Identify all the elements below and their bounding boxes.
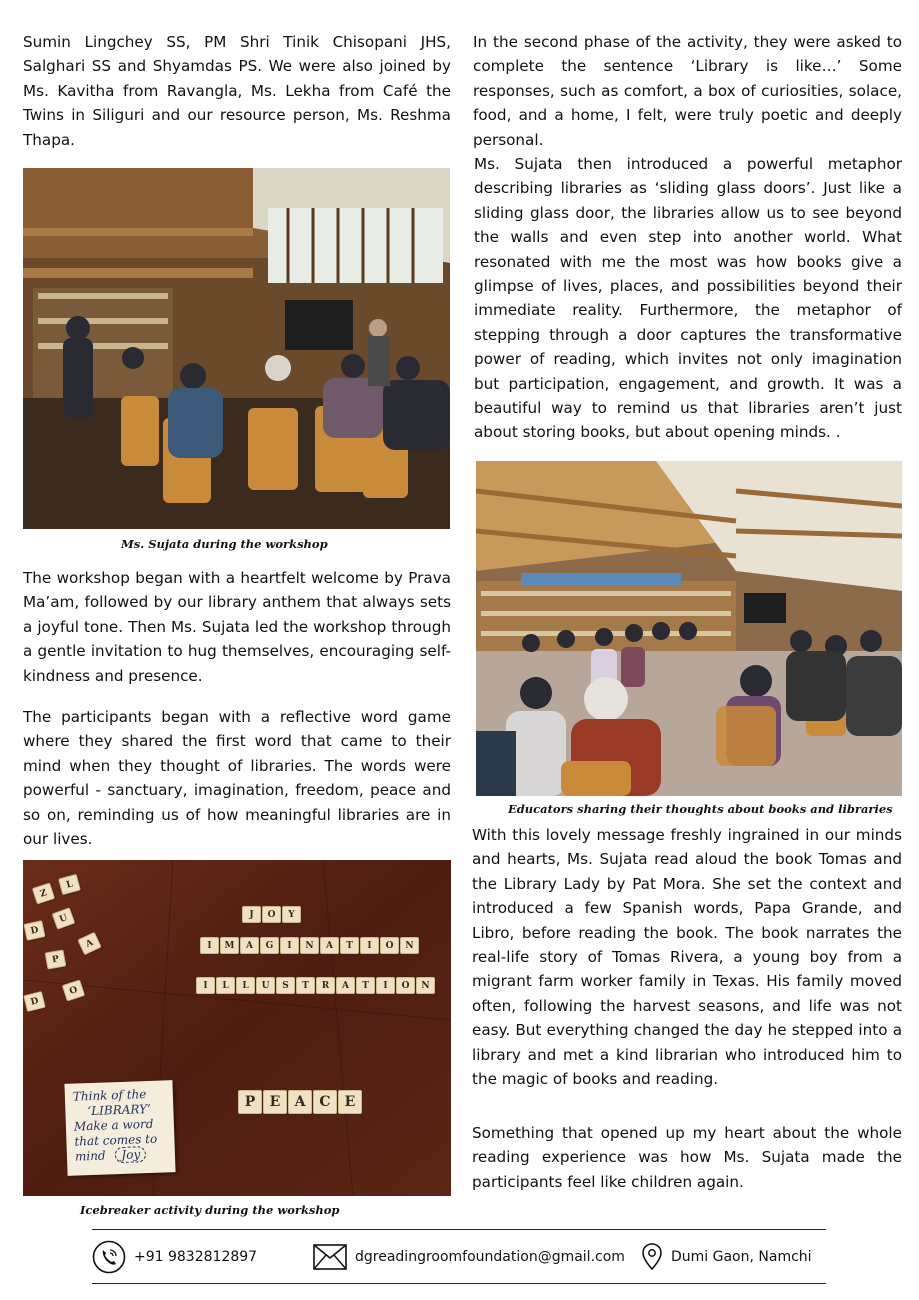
letter-tile: O (396, 977, 415, 994)
footer-location[interactable] (641, 1237, 812, 1277)
educators-photo (476, 461, 902, 796)
scattered-tile: P (45, 949, 67, 969)
letter-tile: I (280, 937, 299, 954)
letter-tile: N (300, 937, 319, 954)
educators-photo-caption: Educators sharing their thoughts about books and libraries (508, 802, 893, 816)
icebreaker-photo-caption: Icebreaker activity during the workshop (80, 1203, 340, 1217)
note-line: that comes to (74, 1131, 158, 1149)
letter-tile: I (360, 937, 379, 954)
children-again-paragraph (472, 1121, 902, 1194)
footer-phone[interactable] (92, 1237, 257, 1277)
letter-tile: A (320, 937, 339, 954)
word-game-paragraph (23, 705, 451, 851)
note-mind: mind (74, 1148, 106, 1164)
letter-tile: I (376, 977, 395, 994)
welcome-text: The workshop began with a heartfelt welcome by Prava Ma’am, followed by our library anthem that always sets a joyful tone. Then Ms. Sujata led the workshop through a gentle invitation to hug themselves, encouraging self-kindness and presence. (23, 569, 451, 685)
book-reading-paragraph (472, 823, 902, 1091)
letter-tile: S (276, 977, 295, 994)
letter-tile: N (400, 937, 419, 954)
letter-tile: E (263, 1090, 287, 1114)
workshop-photo-caption: Ms. Sujata during the workshop (121, 537, 328, 551)
note-line: Make a word (73, 1116, 154, 1134)
word-tiles-peace (238, 1090, 362, 1114)
intro-text: Sumin Lingchey SS, PM Shri Tinik Chisopani JHS, Salghari SS and Shyamdas PS. We were also joined by Ms. Kavitha from Ravangla, Ms. Lekha from Café the Twins in Siliguri and our resource person, Ms. Reshma Thapa. (23, 33, 451, 149)
letter-tile: N (416, 977, 435, 994)
workshop-photo-illustration (23, 168, 450, 529)
letter-tile: O (380, 937, 399, 954)
letter-tile: M (220, 937, 239, 954)
educators-photo-illustration (476, 461, 902, 796)
letter-tile: U (256, 977, 275, 994)
letter-tile: I (196, 977, 215, 994)
book-reading-text: With this lovely message freshly ingrained in our minds and hearts, Ms. Sujata read aloud the book Tomas and the Library Lady by Pat Mora. She set the context and introduced a few Spanish words, Papa Grande, and Libro, before reading the book. The book narrates the real-life story of Tomas Rivera, a young boy from a migrant farm worker family in Texas. His family moved often, following the harvest seasons, and life was not easy. But everything changed the day he stepped into a library and met a kind librarian who introduced him to the magic of books and reading. (472, 826, 902, 1089)
letter-tile: Y (282, 906, 301, 923)
location-text[interactable]: Dumi Gaon, Namchi (671, 1249, 812, 1265)
letter-tile: A (336, 977, 355, 994)
children-again-text: Something that opened up my heart about the whole reading experience was how Ms. Sujata made the participants feel like children again. (472, 1124, 902, 1191)
letter-tile: J (242, 906, 261, 923)
note-line: ‘LIBRARY’ (87, 1101, 152, 1119)
note-joy: Joy (115, 1146, 146, 1163)
letter-tile: O (262, 906, 281, 923)
scattered-tile: O (62, 979, 85, 1001)
letter-tile: C (313, 1090, 337, 1114)
note-line (75, 1146, 167, 1164)
location-pin-icon (641, 1243, 663, 1271)
phone-icon (92, 1240, 126, 1274)
word-tiles-joy (242, 906, 301, 923)
scattered-tile: Z (32, 882, 55, 904)
scattered-tile: D (23, 991, 46, 1012)
letter-tile: G (260, 937, 279, 954)
word-game-text: The participants began with a reflective word game where they shared the first word that came to their mind when they thought of libraries. The words were powerful - sanctuary, imagination, freedom, peace and so on, reminding us of how meaningful libraries are in our lives. (23, 708, 451, 849)
handwritten-note (64, 1080, 175, 1176)
letter-tile: A (288, 1090, 312, 1114)
letter-tile: P (238, 1090, 262, 1114)
letter-tile: E (338, 1090, 362, 1114)
scattered-tile: U (52, 907, 76, 929)
workshop-photo (23, 168, 450, 529)
mail-icon (313, 1244, 347, 1270)
metaphor-text: Ms. Sujata then introduced a powerful metaphor describing libraries as ‘sliding glass doors’. Just like a sliding glass door, the libraries allow us to see beyond the walls and even step into another world. What resonated with me the most was how books give a glimpse of lives, places, and possibilities beyond their immediate reality. Furthermore, the metaphor of stepping through a door captures the transformative power of reading, which invites not only imagination but participation, engagement, and growth. It was a beautiful way to remind us that libraries aren’t just about storing books, but about opening minds. . (474, 155, 902, 442)
word-tiles-imagination (200, 937, 419, 954)
email-address[interactable]: dgreadingroomfoundation@gmail.com (355, 1249, 625, 1265)
phase-two-text: In the second phase of the activity, they were asked to complete the sentence ‘Library is like…’ Some responses, such as comfort, a box of curiosities, solace, food, and a home, I felt, were truly poetic and deeply personal. (473, 33, 902, 149)
metaphor-paragraph (474, 152, 902, 445)
letter-tile: L (216, 977, 235, 994)
letter-tile: T (296, 977, 315, 994)
scattered-tile: A (77, 932, 101, 955)
letter-tile: L (236, 977, 255, 994)
letter-tile: T (356, 977, 375, 994)
letter-tile: T (340, 937, 359, 954)
word-tiles-illustration (196, 977, 435, 994)
scattered-tile: D (23, 920, 45, 941)
left-intro-paragraph (23, 30, 451, 152)
note-line: Think of the (72, 1087, 147, 1104)
letter-tile: R (316, 977, 335, 994)
phone-number[interactable]: +91 9832812897 (134, 1249, 258, 1265)
letter-tile: I (200, 937, 219, 954)
letter-tile: A (240, 937, 259, 954)
scattered-tile: L (58, 874, 81, 895)
phase-two-paragraph (473, 30, 902, 152)
footer-email[interactable] (313, 1237, 625, 1277)
welcome-paragraph (23, 566, 451, 688)
footer-bottom-rule (92, 1283, 826, 1284)
footer-top-rule (92, 1229, 826, 1230)
